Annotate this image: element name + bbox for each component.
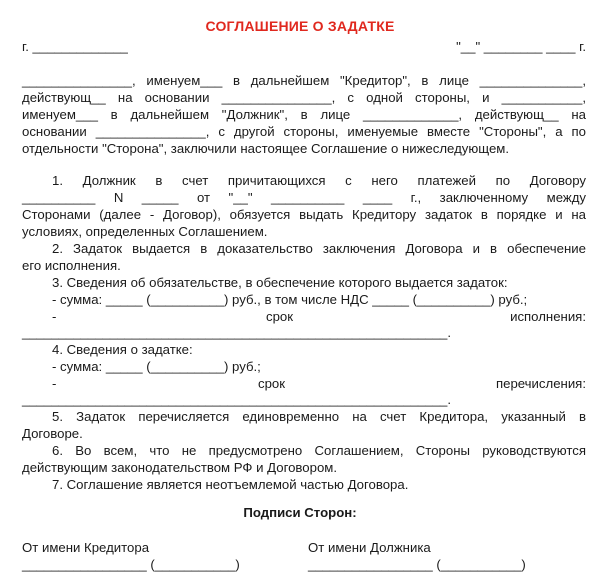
clause-4-heading: 4. Сведения о задатке: — [52, 342, 193, 357]
clause-3-term-dash: - — [52, 309, 57, 324]
debtor-signature-line: _________________ (___________) — [308, 557, 526, 572]
preamble-line: отдельности "Сторона", заключили настоящее Соглашение о нижеследующем. — [22, 141, 510, 156]
clause-1-line: 1. Должник в счет причитающихся с него платежей по Договору — [52, 173, 586, 188]
clause-2-line: его исполнения. — [22, 258, 121, 273]
clause-1-line: Сторонами (далее - Договор), обязуется выдать Кредитору задаток в порядке и на — [22, 207, 586, 222]
signatures-heading: Подписи Сторон: — [243, 505, 357, 520]
clause-4-term-label: срок — [258, 376, 286, 391]
header-city: г. _____________ — [22, 39, 128, 54]
preamble-line: _______________, именуем___ в дальнейшем "Кредитор", в лице ______________, — [22, 73, 586, 88]
clause-6-line: действующим законодательством РФ и Договором. — [22, 460, 338, 475]
clause-3-sum: - сумма: _____ (__________) руб., в том числе НДС _____ (__________) руб.; — [52, 292, 528, 307]
clause-4-term-end: перечисления: — [495, 376, 586, 391]
clause-7-line: 7. Соглашение является неотъемлемой частью Договора. — [52, 477, 409, 492]
clause-4-term-dash: - — [52, 376, 57, 391]
clause-3-term-end: исполнения: — [510, 309, 586, 324]
preamble-line: именуем___ в дальнейшем "Должник", в лице _____________, действующ__ на — [22, 107, 586, 122]
header-date: "__" ________ ____ г. — [456, 39, 586, 54]
clause-4-sum: - сумма: _____ (__________) руб.; — [52, 359, 261, 374]
clause-3-heading: 3. Сведения об обязательстве, в обеспечение которого выдается задаток: — [52, 275, 508, 290]
clause-1-line: __________ N _____ от "__" __________ ____ г., заключенному между — [22, 190, 586, 205]
document-title: СОГЛАШЕНИЕ О ЗАДАТКЕ — [205, 18, 395, 34]
preamble-line: действующ__ на основании _______________, с одной стороны, и ___________, — [22, 90, 586, 105]
clause-1-line: условиях, определенных Соглашением. — [22, 224, 268, 239]
preamble-line: основании _______________, с другой стороны, именуемые вместе "Стороны", а по — [22, 124, 586, 139]
clause-3-term-label: срок — [266, 309, 294, 324]
clause-2-line: 2. Задаток выдается в доказательство заключения Договора и в обеспечение — [52, 241, 586, 256]
clause-5-line: 5. Задаток перечисляется единовременно на счет Кредитора, указанный в — [52, 409, 586, 424]
clause-5-line: Договоре. — [22, 426, 83, 441]
debtor-label: От имени Должника — [308, 540, 431, 555]
clause-6-line: 6. Во всем, что не предусмотрено Соглашением, Стороны руководствуются — [52, 443, 586, 458]
creditor-signature-line: _________________ (___________) — [22, 557, 240, 572]
clause-3-blank: __________________________________________________________. — [22, 325, 452, 340]
clause-4-blank: __________________________________________________________. — [22, 392, 452, 407]
creditor-label: От имени Кредитора — [22, 540, 150, 555]
